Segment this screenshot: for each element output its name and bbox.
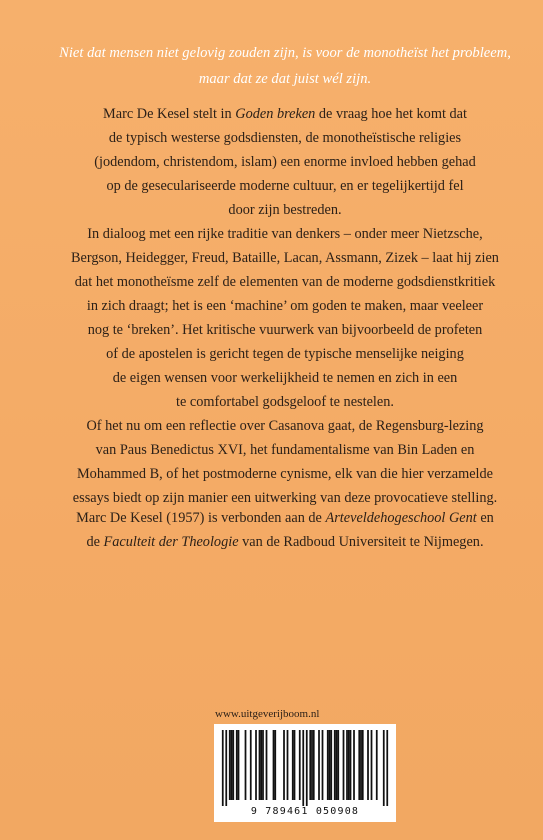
blurb-p2-line-3: dat het monotheïsme zelf de elementen van de moderne godsdienstkritiek: [74, 274, 496, 290]
barcode-bar: [236, 730, 238, 800]
bio-line-2-pre: de: [86, 534, 104, 550]
barcode-bar: [262, 730, 264, 800]
barcode-bar: [367, 730, 369, 800]
barcode-bar: [306, 730, 308, 806]
barcode-bar: [245, 730, 247, 800]
barcode-bar: [260, 730, 262, 800]
barcode-bar: [362, 730, 364, 800]
barcode-bar: [299, 730, 301, 800]
barcode-bar: [337, 730, 339, 800]
barcode-bar: [330, 730, 332, 800]
barcode-bar: [225, 730, 227, 806]
barcode-bar: [371, 730, 373, 800]
barcode-bar: [343, 730, 345, 800]
quote-line-2: maar dat ze dat juist wél zijn.: [198, 71, 372, 87]
blurb-p1-line-1-pre: Marc De Kesel stelt in: [103, 106, 236, 122]
barcode-bar: [350, 730, 352, 800]
barcode-bar: [346, 730, 348, 800]
blurb-p2-line-1: In dialoog met een rijke traditie van denkers – onder meer Nietzsche,: [87, 226, 483, 242]
barcode-bar: [229, 730, 231, 800]
institution-1: Arteveldehogeschool Gent: [325, 510, 477, 526]
barcode-bar: [255, 730, 257, 800]
blurb-p3-line-3: Mohammed B, of het postmoderne cynisme, elk van die hier verzamelde: [76, 466, 494, 482]
barcode-bar: [232, 730, 234, 800]
barcode-bar: [327, 730, 329, 800]
blurb-p1-line-2: de typisch westerse godsdiensten, de monotheïstische religies: [108, 130, 462, 146]
barcode-bar: [322, 730, 324, 800]
barcode-bar: [376, 730, 378, 800]
institution-2: Faculteit der Theologie: [103, 534, 239, 550]
barcode-bar: [311, 730, 313, 800]
isbn-barcode: [214, 724, 396, 822]
epigraph-quote: [40, 40, 530, 92]
blurb-p2-line-4: in zich draagt; het is een ‘machine’ om goden te maken, maar veeleer: [86, 298, 484, 314]
barcode-bar: [386, 730, 388, 806]
barcode-bar: [358, 730, 360, 800]
blurb-p2-line-7: de eigen wensen voor werkelijkheid te nemen en zich in een: [112, 370, 458, 386]
bio-line-1: [40, 506, 530, 530]
quote-line-1: Niet dat mensen niet gelovig zouden zijn, is voor de monotheïst het probleem,: [59, 45, 511, 61]
blurb-p2-line-5: nog te ‘breken’. Het kritische vuurwerk van bijvoorbeeld de profeten: [87, 322, 483, 338]
bio-line-1-pre: Marc De Kesel (1957) is verbonden aan de: [76, 510, 326, 526]
author-bio: [40, 506, 530, 554]
barcode-bar: [336, 730, 338, 800]
blurb-p1-line-4: op de geseculariseerde moderne cultuur, en er tegelijkertijd fel: [106, 178, 464, 194]
barcode-bar: [273, 730, 275, 800]
publisher-url: www.uitgeverijboom.nl: [215, 708, 320, 720]
barcode-bar: [222, 730, 224, 806]
barcode-bar: [259, 730, 261, 800]
barcode-bar: [250, 730, 252, 800]
bio-line-1-post: en: [476, 510, 494, 526]
blurb-p3-line-4: essays biedt op zijn manier een uitwerking van deze provocatieve stelling.: [72, 490, 498, 506]
blurb-p3-line-2: van Paus Benedictus XVI, het fundamentalisme van Bin Laden en: [95, 442, 475, 458]
blurb-p2-line-8: te comfortabel godsgeloof te nestelen.: [176, 394, 394, 410]
barcode-bar: [353, 730, 355, 800]
barcode-bar: [238, 730, 240, 800]
barcode-bar: [287, 730, 289, 800]
blurb-p1-line-5: door zijn bestreden.: [228, 202, 342, 218]
blurb-p1-line-3: (jodendom, christendom, islam) een enorme invloed hebben gehad: [94, 154, 476, 170]
bio-line-2: [40, 530, 530, 554]
barcode-bar: [360, 730, 362, 800]
barcode-bar: [283, 730, 285, 800]
barcode-bars: [214, 724, 396, 806]
barcode-bar: [318, 730, 320, 800]
book-title-inline: Goden breken: [235, 106, 316, 122]
barcode-bar: [294, 730, 296, 800]
barcode-bar: [266, 730, 268, 800]
blurb-p2-line-6: of de apostelen is gericht tegen de typische menselijke neiging: [106, 346, 464, 362]
blurb-p3-line-1: Of het nu om een reflectie over Casanova gaat, de Regensburg-lezing: [86, 418, 484, 434]
barcode-bar: [313, 730, 315, 800]
blurb-p2-line-2: Bergson, Heidegger, Freud, Bataille, Lacan, Assmann, Zizek – laat hij zien: [71, 250, 499, 266]
barcode-bar: [302, 730, 304, 806]
isbn-number: 9 789461 050908: [250, 806, 360, 817]
bio-line-2-post: van de Radboud Universiteit te Nijmegen.: [238, 534, 484, 550]
blurb-p1-line-1-post: de vraag hoe het komt dat: [315, 106, 467, 122]
barcode-bar: [309, 730, 311, 800]
barcode-bar: [292, 730, 294, 800]
blurb-text: [40, 102, 530, 510]
barcode-bar: [348, 730, 350, 800]
barcode-bar: [334, 730, 336, 800]
barcode-bar: [329, 730, 331, 800]
barcode-bar: [231, 730, 233, 800]
blurb-p1-line-1: [40, 102, 530, 126]
barcode-bar: [383, 730, 385, 806]
barcode-bar: [274, 730, 276, 800]
